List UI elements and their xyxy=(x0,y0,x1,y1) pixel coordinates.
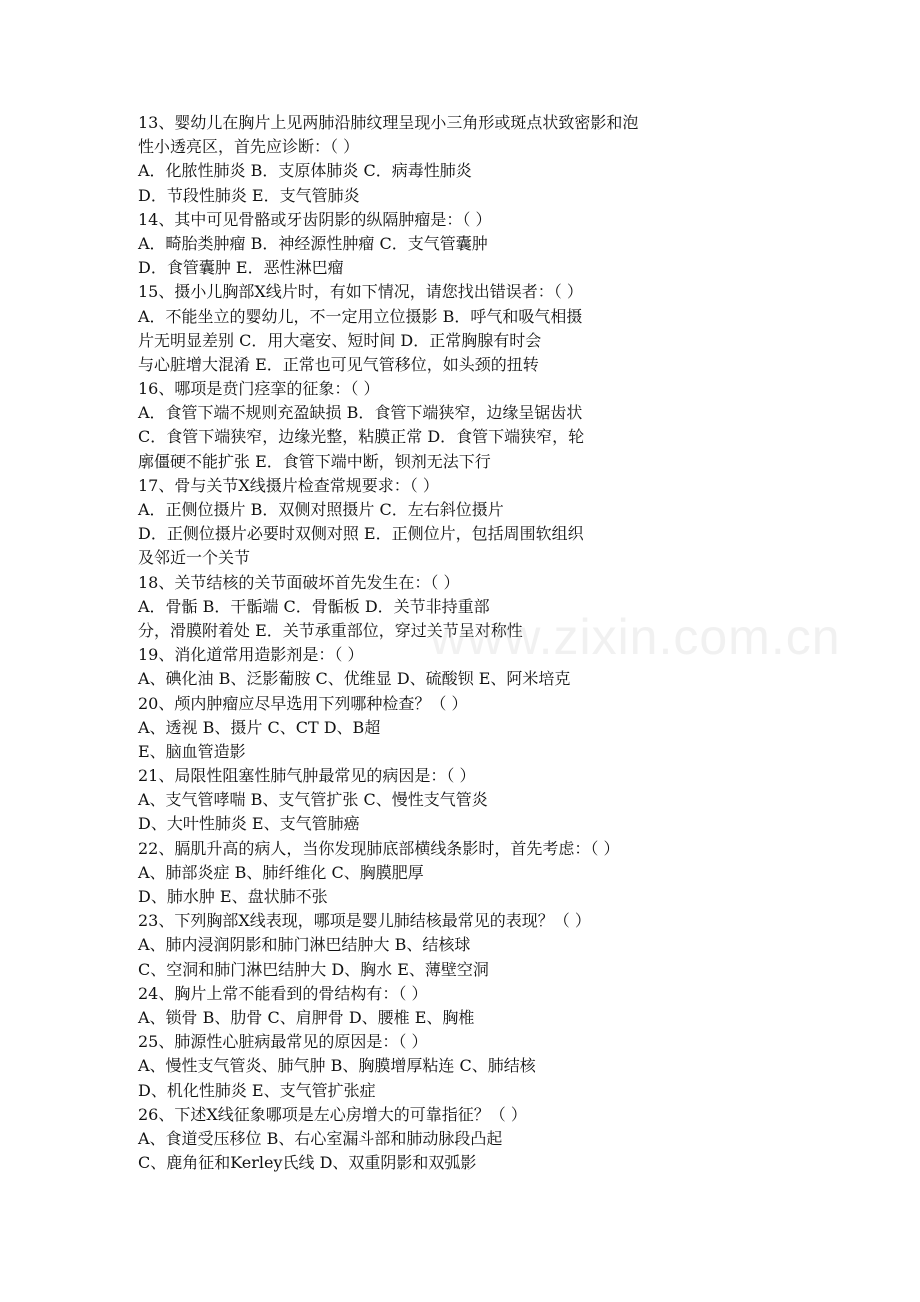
question-25-options-line-2: D、机化性肺炎 E、支气管扩张症 xyxy=(138,1080,376,1100)
question-13-stem-line-2: 性小透亮区，首先应诊断：（ ） xyxy=(138,137,360,157)
question-13-options-line-2: D．节段性肺炎 E．支气管肺炎 xyxy=(138,185,360,205)
question-23-options-line-1: A、肺内浸润阴影和肺门淋巴结肿大 B、结核球 xyxy=(138,935,471,955)
question-16-stem: 16、哪项是贲门痉挛的征象：（ ） xyxy=(138,379,380,399)
question-21-stem: 21、局限性阻塞性肺气肿最常见的病因是：（ ） xyxy=(138,766,476,786)
question-13-stem-line-1: 13、婴幼儿在胸片上见两肺沿肺纹理呈现小三角形或斑点状致密影和泡 xyxy=(138,113,639,132)
question-14-options-line-2: D．食管囊肿 E．恶性淋巴瘤 xyxy=(138,258,344,278)
question-24-stem: 24、胸片上常不能看到的骨结构有：（ ） xyxy=(138,983,428,1003)
question-21-options-line-2: D、大叶性肺炎 E、支气管肺癌 xyxy=(138,814,360,834)
question-16-options-line-3: 廓僵硬不能扩张 E．食管下端中断，钡剂无法下行 xyxy=(138,451,491,471)
question-23-stem: 23、下列胸部X线表现，哪项是婴儿肺结核最常见的表现？（ ） xyxy=(138,911,591,931)
question-18-stem: 18、关节结核的关节面破坏首先发生在：（ ） xyxy=(138,572,460,592)
question-17-options-line-2: D．正侧位摄片必要时双侧对照 E．正侧位片，包括周围软组织 xyxy=(138,524,584,544)
question-14-stem: 14、其中可见骨骼或牙齿阴影的纵隔肿瘤是：（ ） xyxy=(138,209,492,229)
question-25-options-line-1: A、慢性支气管炎、肺气肿 B、胸膜增厚粘连 C、肺结核 xyxy=(138,1056,536,1076)
question-17-options-line-1: A．正侧位摄片 B．双侧对照摄片 C．左右斜位摄片 xyxy=(138,500,504,519)
question-26-options-line-2: C、鹿角征和Kerley氏线 D、双重阴影和双弧影 xyxy=(138,1153,477,1173)
question-21-options-line-1: A、支气管哮喘 B、支气管扩张 C、慢性支气管炎 xyxy=(138,790,488,810)
question-19-stem: 19、消化道常用造影剂是：（ ） xyxy=(138,645,364,665)
question-22-options-line-2: D、肺水肿 E、盘状肺不张 xyxy=(138,887,328,906)
question-13-options-line-1: A．化脓性肺炎 B．支原体肺炎 C．病毒性肺炎 xyxy=(138,161,472,181)
question-19-options: A、碘化油 B、泛影葡胺 C、优维显 D、硫酸钡 E、阿米培克 xyxy=(138,669,571,689)
question-22-stem: 22、膈肌升高的病人，当你发现肺底部横线条影时，首先考虑：（ ） xyxy=(138,838,620,858)
question-15-options-line-2: 片无明显差别 C．用大毫安、短时间 D．正常胸腺有时会 xyxy=(138,330,542,350)
question-20-options-line-1: A、透视 B、摄片 C、CT D、B超 xyxy=(138,717,381,737)
question-15-options-line-1: A．不能坐立的婴幼儿，不一定用立位摄影 B．呼气和吸气相摄 xyxy=(138,306,583,326)
question-15-options-line-3: 与心脏增大混淆 E．正常也可见气管移位，如头颈的扭转 xyxy=(138,354,539,374)
question-26-stem: 26、下述X线征象哪项是左心房增大的可靠指征？（ ） xyxy=(138,1104,527,1124)
question-22-options-line-1: A、肺部炎症 B、肺纤维化 C、胸膜肥厚 xyxy=(138,862,424,882)
question-16-options-line-2: C．食管下端狭窄，边缘光整，粘膜正常 D．食管下端狭窄，轮 xyxy=(138,427,585,447)
question-15-stem: 15、摄小儿胸部X线片时，有如下情况，请您找出错误者：（ ） xyxy=(138,282,583,302)
question-18-options-line-2: 分，滑膜附着处 E．关节承重部位，穿过关节呈对称性 xyxy=(138,620,523,640)
question-24-options: A、锁骨 B、肋骨 C、肩胛骨 D、腰椎 E、胸椎 xyxy=(138,1007,475,1027)
question-25-stem: 25、肺源性心脏病最常见的原因是：（ ） xyxy=(138,1032,428,1052)
question-26-options-line-1: A、食道受压移位 B、右心室漏斗部和肺动脉段凸起 xyxy=(138,1128,503,1148)
question-20-options-line-2: E、脑血管造影 xyxy=(138,741,246,761)
question-17-stem: 17、骨与关节X线摄片检查常规要求：（ ） xyxy=(138,475,439,495)
question-16-options-line-1: A．食管下端不规则充盈缺损 B．食管下端狭窄，边缘呈锯齿状 xyxy=(138,403,583,423)
watermark: www.zixin.com.cn xyxy=(430,609,841,665)
question-14-options-line-1: A．畸胎类肿瘤 B．神经源性肿瘤 C．支气管囊肿 xyxy=(138,233,488,253)
question-23-options-line-2: C、空洞和肺门淋巴结肿大 D、胸水 E、薄壁空洞 xyxy=(138,959,489,979)
question-20-stem: 20、颅内肿瘤应尽早选用下列哪种检查？（ ） xyxy=(138,693,468,713)
question-18-options-line-1: A．骨骺 B．干骺端 C．骨骺板 D．关节非持重部 xyxy=(138,596,490,616)
question-17-options-line-3: 及邻近一个关节 xyxy=(138,548,251,568)
